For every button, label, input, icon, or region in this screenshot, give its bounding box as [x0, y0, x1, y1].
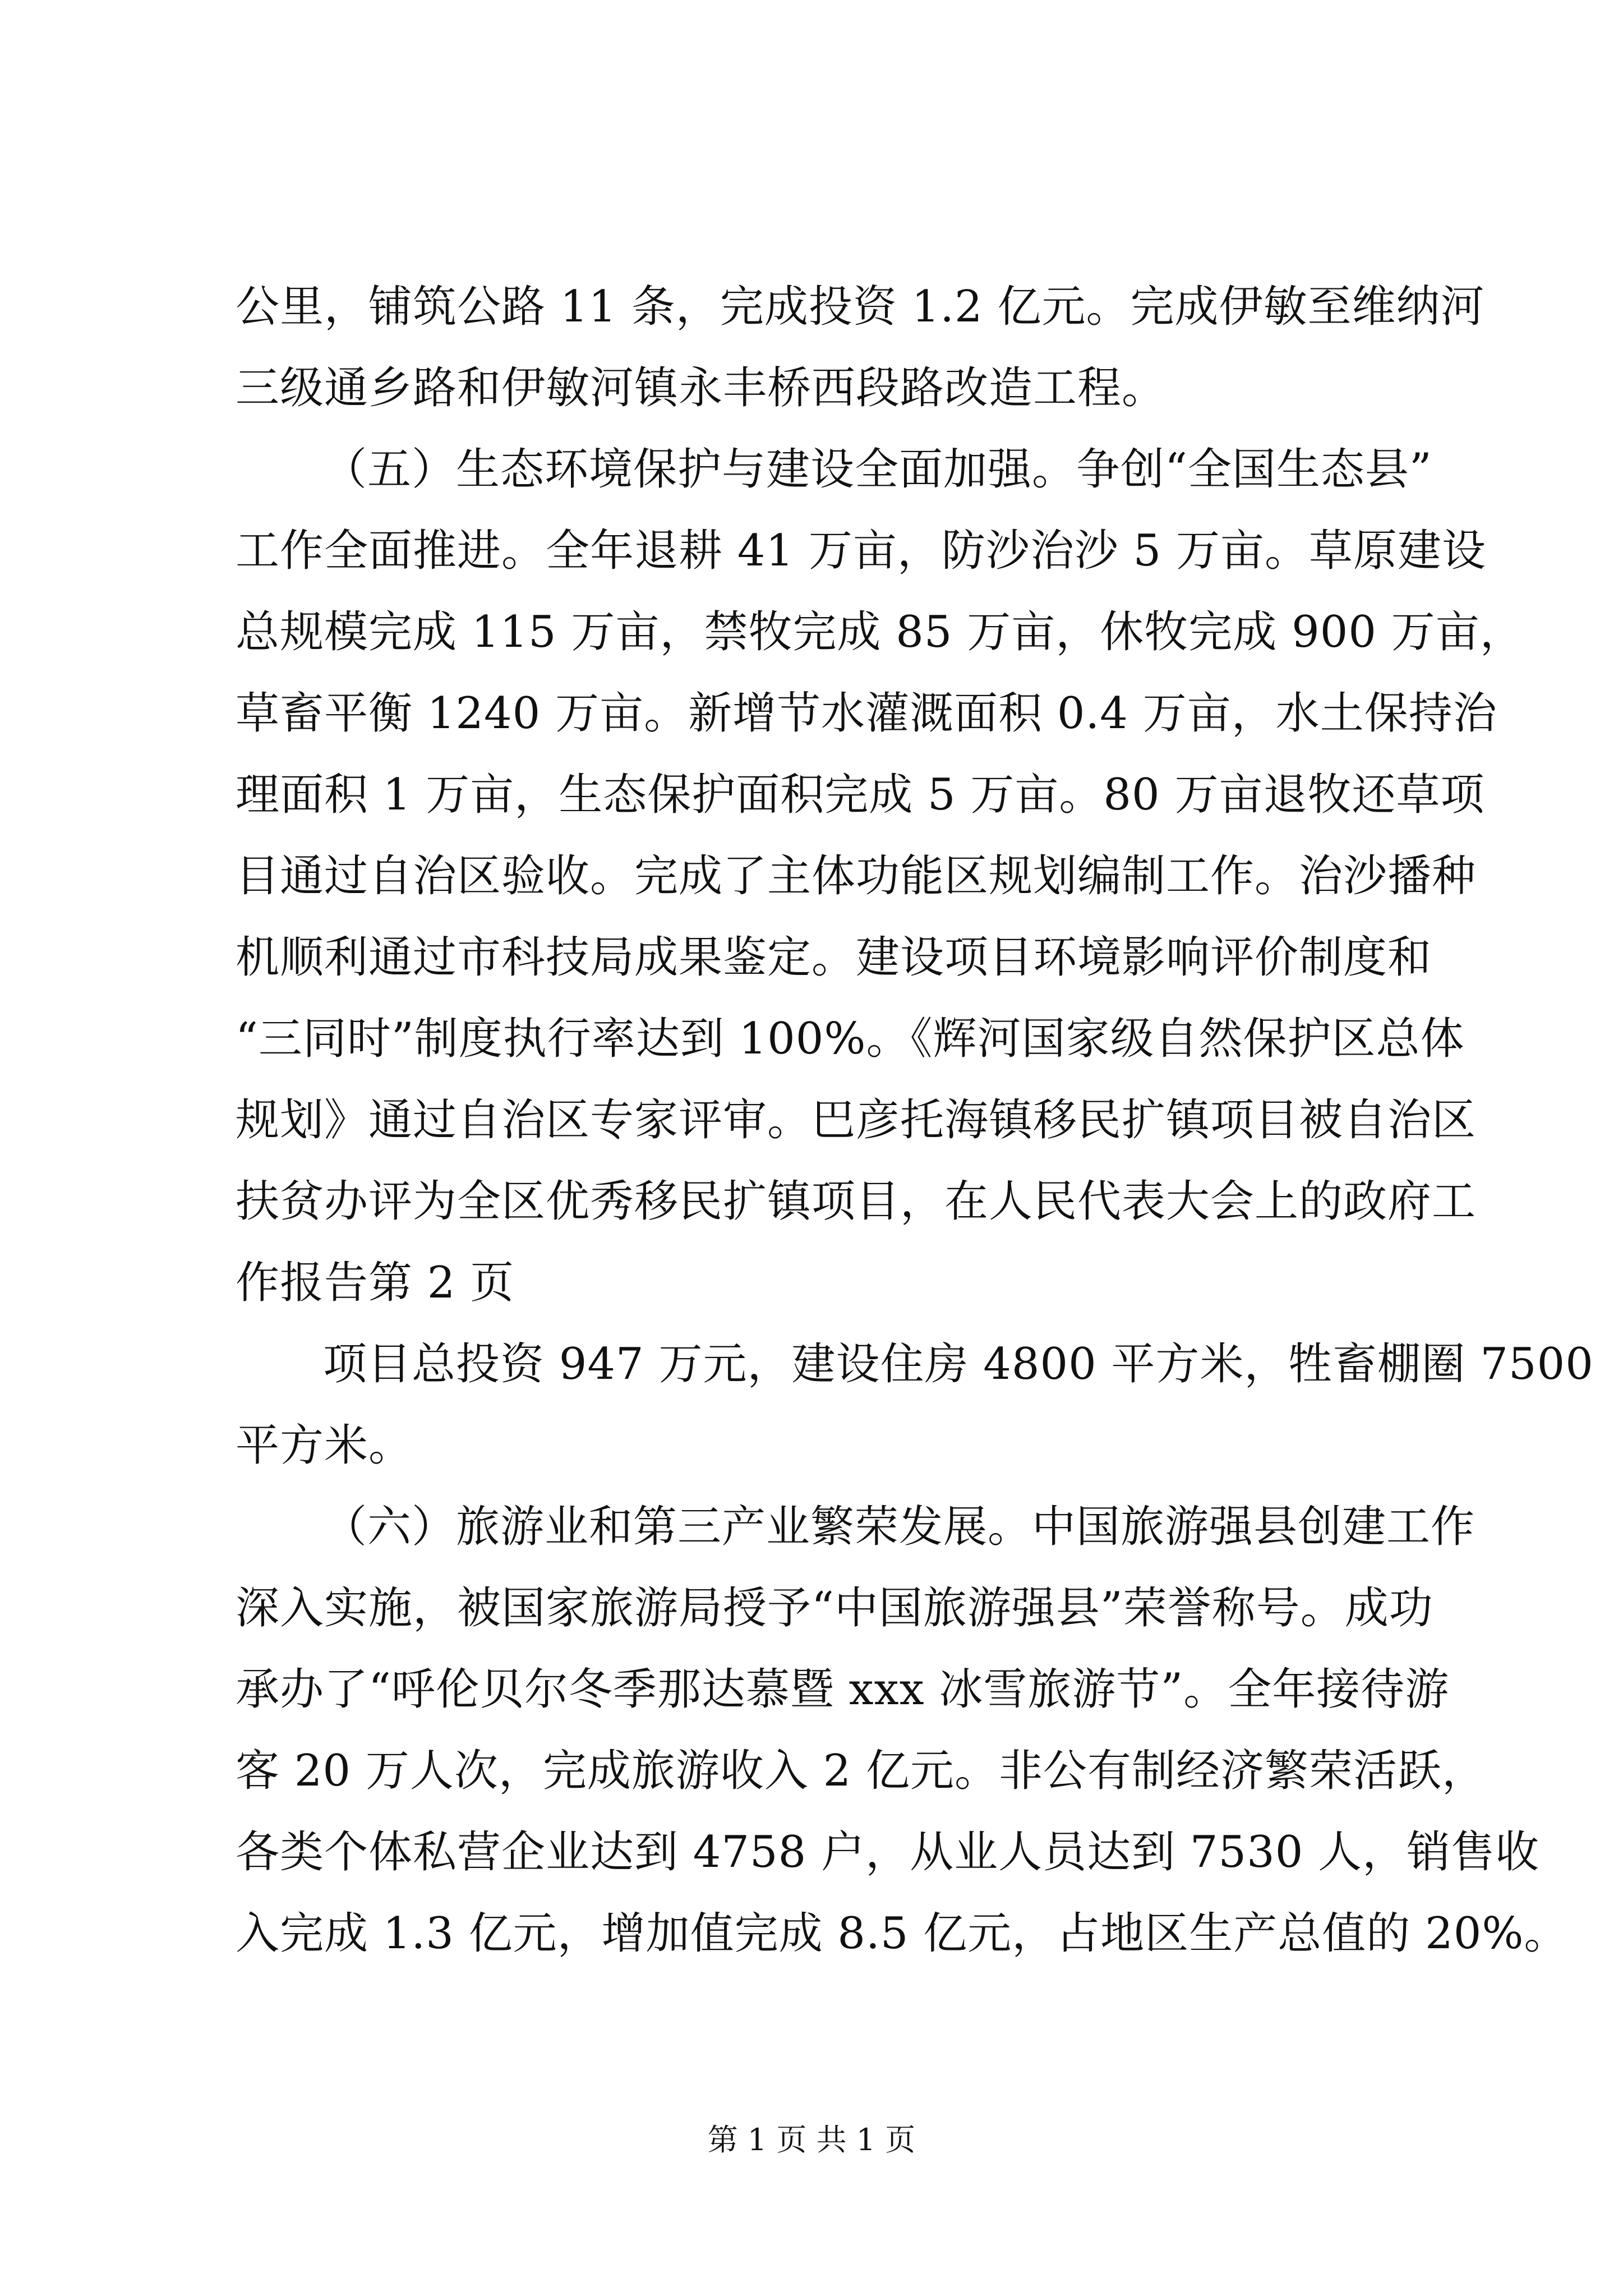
text-line-11: 规划》通过自治区专家评审。巴彦托海镇移民扩镇项目被自治区	[236, 1095, 1477, 1145]
paragraph-5-heading-line: （五）生态环境保护与建设全面加强。争创“全国生态县”	[323, 444, 1432, 495]
document-body	[236, 266, 1594, 1975]
text-line-12: 扶贫办评为全区优秀移民扩镇项目，在人民代表大会上的政府工	[236, 1176, 1477, 1227]
text-line-7: 理面积 1 万亩，生态保护面积完成 5 万亩。80 万亩退牧还草项	[236, 770, 1485, 820]
text-line-10: “三同时”制度执行率达到 100%。《辉河国家级自然保护区总体	[236, 1014, 1465, 1064]
text-line-5: 总规模完成 115 万亩，禁牧完成 85 万亩，休牧完成 900 万亩，	[236, 607, 1524, 657]
text-line-4: 工作全面推进。全年退耕 41 万亩，防沙治沙 5 万亩。草原建设	[236, 526, 1487, 576]
page-footer: 第 1 页 共 1 页	[707, 2122, 916, 2157]
text-line-14: 项目总投资 947 万元，建设住房 4800 平方米，牲畜棚圈 7500	[323, 1339, 1594, 1389]
text-line-15: 平方米。	[236, 1420, 413, 1471]
text-line-2: 三级通乡路和伊敏河镇永丰桥西段路改造工程。	[236, 363, 1166, 413]
text-line-1: 公里，铺筑公路 11 条，完成投资 1.2 亿元。完成伊敏至维纳河	[236, 282, 1485, 332]
text-line-8: 目通过自治区验收。完成了主体功能区规划编制工作。治沙播种	[236, 851, 1477, 901]
text-line-13: 作报告第 2 页	[236, 1258, 515, 1308]
text-line-20: 各类个体私营企业达到 4758 户，从业人员达到 7530 人，销售收	[236, 1827, 1540, 1878]
text-line-6: 草畜平衡 1240 万亩。新增节水灌溉面积 0.4 万亩，水土保持治	[236, 688, 1497, 739]
text-line-17: 深入实施，被国家旅游局授予“中国旅游强县”荣誉称号。成功	[236, 1583, 1433, 1634]
text-line-9: 机顺利通过市科技局成果鉴定。建设项目环境影响评价制度和	[236, 932, 1432, 983]
text-line-21: 入完成 1.3 亿元，增加值完成 8.5 亿元，占地区生产总值的 20%。	[236, 1908, 1569, 1959]
text-line-19: 客 20 万人次，完成旅游收入 2 亿元。非公有制经济繁荣活跃，	[236, 1746, 1487, 1796]
text-line-18: 承办了“呼伦贝尔冬季那达慕暨 xxx 冰雪旅游节”。全年接待游	[236, 1664, 1450, 1715]
paragraph-6-heading-line: （六）旅游业和第三产业繁荣发展。中国旅游强县创建工作	[323, 1502, 1476, 1552]
